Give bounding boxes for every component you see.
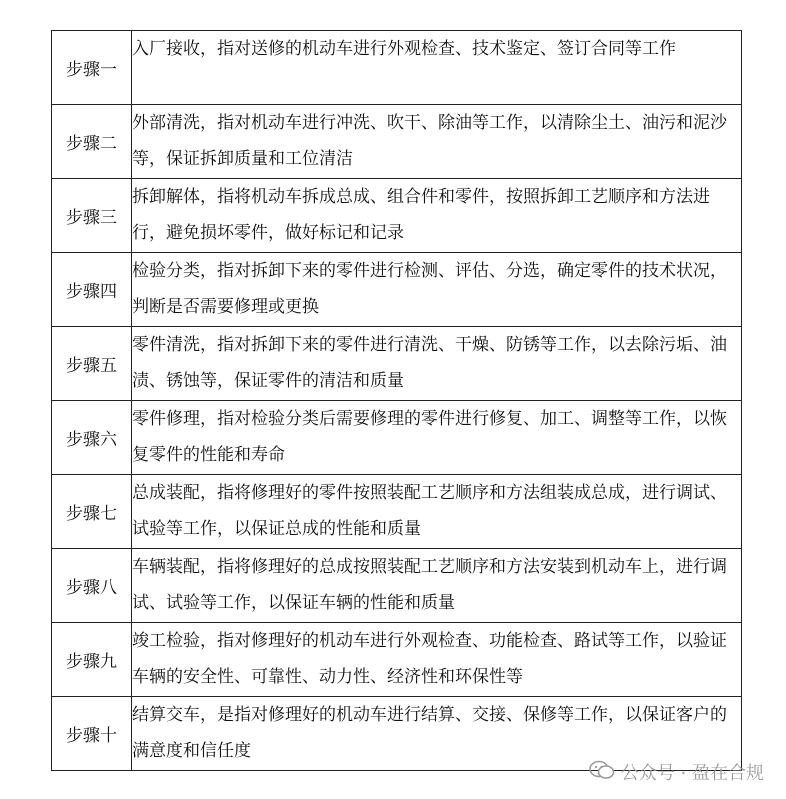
table-row bbox=[52, 253, 742, 327]
step-description: 车辆装配，指将修理好的总成按照装配工艺顺序和方法安装到机动车上，进行调试、试验等工作，以保证车辆的性能和质量 bbox=[132, 549, 742, 623]
step-description: 总成装配，指将修理好的零件按照装配工艺顺序和方法组装成总成，进行调试、试验等工作，以保证总成的性能和质量 bbox=[132, 475, 742, 549]
step-description: 检验分类，指对拆卸下来的零件进行检测、评估、分选，确定零件的技术状况，判断是否需要修理或更换 bbox=[132, 253, 742, 327]
step-description: 竣工检验，指对修理好的机动车进行外观检查、功能检查、路试等工作，以验证车辆的安全性、可靠性、动力性、经济性和环保性等 bbox=[132, 623, 742, 697]
table-row bbox=[52, 31, 742, 105]
step-name: 步骤四 bbox=[52, 253, 132, 327]
steps-table bbox=[51, 30, 742, 771]
step-name: 步骤七 bbox=[52, 475, 132, 549]
watermark bbox=[589, 759, 764, 785]
step-description: 入厂接收，指对送修的机动车进行外观检查、技术鉴定、签订合同等工作 bbox=[132, 31, 742, 105]
wechat-icon bbox=[589, 760, 615, 785]
step-description: 结算交车，是指对修理好的机动车进行结算、交接、保修等工作，以保证客户的满意度和信任度 bbox=[132, 697, 742, 771]
step-name: 步骤八 bbox=[52, 549, 132, 623]
step-name: 步骤十 bbox=[52, 697, 132, 771]
step-description: 外部清洗，指对机动车进行冲洗、吹干、除油等工作，以清除尘土、油污和泥沙等，保证拆卸质量和工位清洁 bbox=[132, 105, 742, 179]
table-row bbox=[52, 327, 742, 401]
step-name: 步骤六 bbox=[52, 401, 132, 475]
step-description: 零件清洗，指对拆卸下来的零件进行清洗、干燥、防锈等工作，以去除污垢、油渍、锈蚀等，保证零件的清洁和质量 bbox=[132, 327, 742, 401]
table-row bbox=[52, 549, 742, 623]
step-name: 步骤二 bbox=[52, 105, 132, 179]
step-description: 零件修理，指对检验分类后需要修理的零件进行修复、加工、调整等工作，以恢复零件的性能和寿命 bbox=[132, 401, 742, 475]
table-row bbox=[52, 623, 742, 697]
step-name: 步骤一 bbox=[52, 31, 132, 105]
table-row bbox=[52, 179, 742, 253]
step-name: 步骤五 bbox=[52, 327, 132, 401]
step-name: 步骤三 bbox=[52, 179, 132, 253]
table-row bbox=[52, 105, 742, 179]
table-row bbox=[52, 475, 742, 549]
table-row bbox=[52, 401, 742, 475]
step-name: 步骤九 bbox=[52, 623, 132, 697]
watermark-text: 公众号 · 盈在合规 bbox=[620, 763, 764, 784]
step-description: 拆卸解体，指将机动车拆成总成、组合件和零件，按照拆卸工艺顺序和方法进行，避免损坏零件，做好标记和记录 bbox=[132, 179, 742, 253]
